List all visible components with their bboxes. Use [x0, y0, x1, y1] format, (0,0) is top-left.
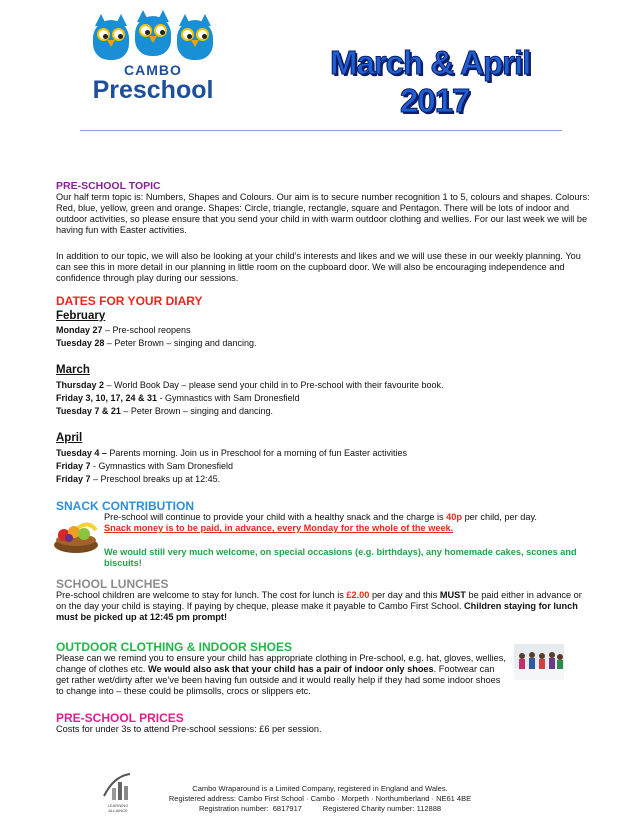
- owl-icon: [133, 10, 173, 56]
- topic-heading: PRE-SCHOOL TOPIC: [56, 180, 161, 192]
- svg-text:LEARNING: LEARNING: [107, 803, 129, 808]
- diary-item: Tuesday 4 – Parents morning. Join us in Preschool for a morning of fun Easter activities: [56, 448, 408, 458]
- newsletter-title: March & April: [330, 44, 531, 81]
- footer-address-line: Registered address: Cambo First School · Cambo · Morpeth · Northumberland · NE61 4BE: [168, 794, 472, 803]
- month-march: March: [56, 364, 90, 376]
- diary-heading: DATES FOR YOUR DIARY: [56, 294, 203, 308]
- topic-paragraph-2: In addition to our topic, we will also be looking at your child’s interests and likes and we will use these in our weekly planning. You can see this in more detail in our planning in little room on the cupboard door. We will also be encouraging independence and confidence through play during our sessions.: [56, 251, 581, 283]
- diary-item: Monday 27 – Pre-school reopens: [56, 325, 191, 335]
- diary-item: Tuesday 7 & 21 – Peter Brown – singing and dancing.: [56, 406, 273, 416]
- diary-item: Thursday 2 – World Book Day – please send your child in to Pre-school with their favourite book.: [56, 380, 444, 390]
- clothing-heading: OUTDOOR CLOTHING & INDOOR SHOES: [56, 640, 293, 654]
- snack-welcome-note: We would still very much welcome, on special occasions (e.g. birthdays), any homemade cakes, scones and biscuits!: [104, 547, 577, 568]
- footer-registration-line: Registration number: 6817917 Registered Charity number: 112888: [198, 804, 442, 813]
- lunches-text: Pre-school children are welcome to stay for lunch. The cost for lunch is £2.00 per day and this MUST be paid either in advance or on the day your child is staying. If paying by cheque, please make it payable to Cambo First School. Children staying for lunch must be picked up at 12:45 pm prompt!: [56, 590, 582, 622]
- footer-company-line: Cambo Wraparound is a Limited Company, registered in England and Wales.: [192, 784, 448, 793]
- prices-heading: PRE-SCHOOL PRICES: [56, 711, 184, 725]
- cambo-preschool-logo: [78, 14, 228, 114]
- snack-text: Pre-school will continue to provide your child with a healthy snack and the charge is 40p per child, per day.: [104, 512, 537, 522]
- owl-icon: [91, 14, 131, 60]
- month-april: April: [56, 432, 83, 444]
- svg-text:ALLIANCE: ALLIANCE: [108, 808, 128, 813]
- topic-paragraph-1: Our half term topic is: Numbers, Shapes and Colours. Our aim is to secure number recognition 1 to 5, colours and shapes. Colours: Red, blue, yellow, green and orange. Shapes: Circle, triangle, rectangle, square and Pentagon. There will be lots of indoor and outdoor activities, so please ensure that you send your child in with warm outdoor clothing and wellies. For our last week we will be having fun with Easter activities.: [56, 192, 590, 235]
- logo-preschool-text: Preschool: [92, 76, 214, 104]
- owl-icons: [78, 14, 228, 60]
- diary-item: Friday 7 - Gymnastics with Sam Dronesfield: [56, 461, 234, 471]
- diary-item: Friday 3, 10, 17, 24 & 31 - Gymnastics with Sam Dronesfield: [56, 393, 300, 403]
- snack-heading: SNACK CONTRIBUTION: [56, 499, 194, 513]
- diary-item: Friday 7 – Preschool breaks up at 12:45.: [56, 474, 221, 484]
- clothing-text: Please can we remind you to ensure your child has appropriate clothing in Pre-school, e.g. hat, gloves, wellies, change of clothes etc. We would also ask that your child has a pair of indoor only shoes. Footwear can get rather wet/dirty after we’ve been having fun outside and it would really help if they had some indoor shoes to change into – these could be plimsolls, crocs or slippers etc.: [56, 653, 506, 696]
- children-in-snow-photo: [514, 644, 564, 680]
- header-divider: [80, 130, 562, 131]
- prices-text: Costs for under 3s to attend Pre-school sessions: £6 per session.: [56, 724, 322, 734]
- snack-payment-note: Snack money is to be paid, in advance, every Monday for the whole of the week.: [104, 523, 454, 533]
- owl-icon: [175, 14, 215, 60]
- month-february: February: [56, 310, 106, 322]
- newsletter-year: 2017: [400, 82, 470, 119]
- logo-cambo-text: CAMBO: [124, 62, 182, 78]
- fruit-basket-image: [52, 518, 100, 554]
- lunches-heading: SCHOOL LUNCHES: [56, 577, 169, 591]
- diary-item: Tuesday 28 – Peter Brown – singing and dancing.: [56, 338, 257, 348]
